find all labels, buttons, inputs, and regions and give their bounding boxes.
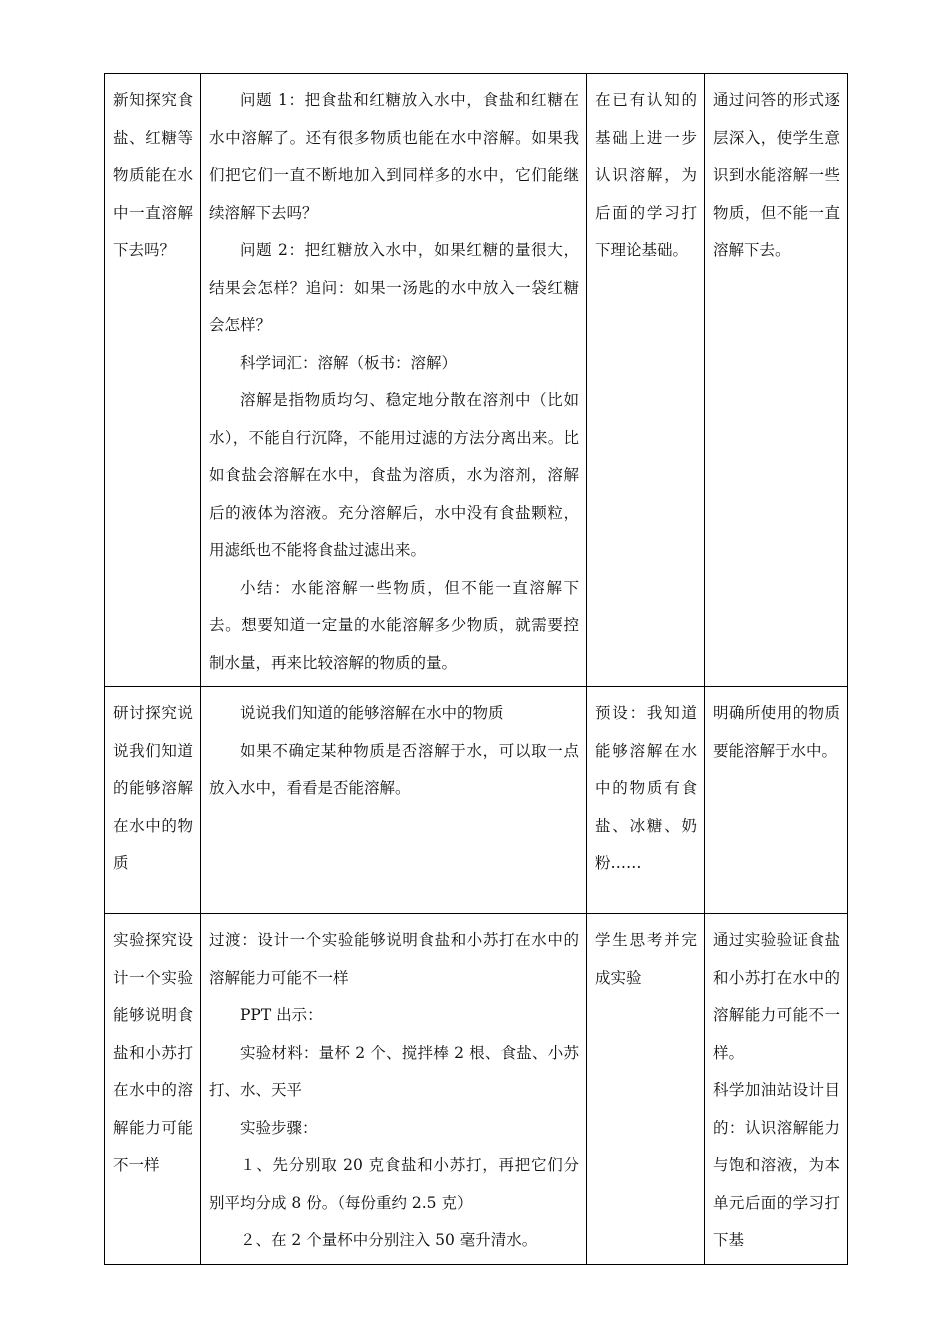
- stage-text: 研讨探究说说我们知道的能够溶解在水中的物质: [113, 704, 193, 872]
- tip-paragraph: 如果不确定某种物质是否溶解于水，可以取一点放入水中，看看是否能溶解。: [209, 741, 579, 797]
- content-cell: [201, 74, 587, 687]
- lesson-plan-table: [104, 73, 848, 1265]
- content-cell: [201, 687, 587, 914]
- summary-paragraph: 小结：水能溶解一些物质，但不能一直溶解下去。想要知道一定量的水能溶解多少物质，就需要控制水量，再来比较溶解的物质的量。: [209, 578, 579, 672]
- discussion-paragraph: 说说我们知道的能够溶解在水中的物质: [240, 704, 504, 722]
- table-row: [105, 687, 848, 914]
- materials-paragraph: 实验材料：量杯 2 个、搅拌棒 2 根、食盐、小苏打、水、天平: [209, 1043, 579, 1099]
- step-2-paragraph: ２、在 2 个量杯中分别注入 50 毫升清水。: [240, 1231, 538, 1249]
- stage-cell: [105, 687, 201, 914]
- vocabulary-paragraph: 科学词汇：溶解（板书：溶解）: [240, 353, 458, 372]
- student-text: 学生思考并完成实验: [595, 931, 697, 987]
- purpose-text: 通过实验验证食盐和小苏打在水中的溶解能力可能不一样。: [713, 931, 840, 1062]
- table-row: [105, 74, 848, 687]
- table-row: [105, 914, 848, 1265]
- steps-heading: 实验步骤：: [240, 1118, 318, 1137]
- stage-text: 实验探究设计一个实验能够说明食盐和小苏打在水中的溶解能力可能不一样: [113, 931, 193, 1174]
- student-text: 预设：我知道能够溶解在水中的物质有食盐、冰糖、奶粉……: [595, 704, 697, 872]
- stage-cell: [105, 74, 201, 687]
- ppt-paragraph: PPT 出示：: [240, 1006, 323, 1024]
- purpose-cell: [705, 74, 848, 687]
- student-cell: [587, 914, 705, 1265]
- content-cell: [201, 914, 587, 1265]
- stage-cell: [105, 914, 201, 1265]
- purpose-cell: [705, 687, 848, 914]
- purpose-text: 明确所使用的物质要能溶解于水中。: [713, 704, 840, 760]
- purpose-cell: [705, 914, 848, 1265]
- question-1-paragraph: 问题 1：把食盐和红糖放入水中，食盐和红糖在水中溶解了。还有很多物质也能在水中溶解。如果我们把它们一直不断地加入到同样多的水中，它们能继续溶解下去吗？: [209, 91, 579, 222]
- question-2-paragraph: 问题 2：把红糖放入水中，如果红糖的量很大，结果会怎样？追问：如果一汤匙的水中放入一袋红糖会怎样？: [209, 241, 579, 334]
- student-cell: [587, 687, 705, 914]
- purpose-text: 通过问答的形式逐层深入，使学生意识到水能溶解一些物质，但不能一直溶解下去。: [713, 91, 840, 259]
- step-1-paragraph: １、先分别取 20 克食盐和小苏打，再把它们分别平均分成 8 份。（每份重约 2.5 克）: [209, 1156, 579, 1212]
- stage-text: 新知探究食盐、红糖等物质能在水中一直溶解下去吗？: [113, 91, 193, 259]
- definition-paragraph: 溶解是指物质均匀、稳定地分散在溶剂中（比如水），不能自行沉降，不能用过滤的方法分离出来。比如食盐会溶解在水中，食盐为溶质，水为溶剂，溶解后的液体为溶液。充分溶解后，水中没有食盐颗粒，用滤纸也不能将食盐过滤出来。: [209, 391, 579, 559]
- student-text: 在已有认知的基础上进一步认识溶解，为后面的学习打下理论基础。: [595, 91, 697, 259]
- design-purpose-text: 科学加油站设计目的：认识溶解能力与饱和溶液，为本单元后面的学习打下基: [713, 1081, 840, 1249]
- student-cell: [587, 74, 705, 687]
- transition-paragraph: 过渡：设计一个实验能够说明食盐和小苏打在水中的溶解能力可能不一样: [209, 931, 579, 987]
